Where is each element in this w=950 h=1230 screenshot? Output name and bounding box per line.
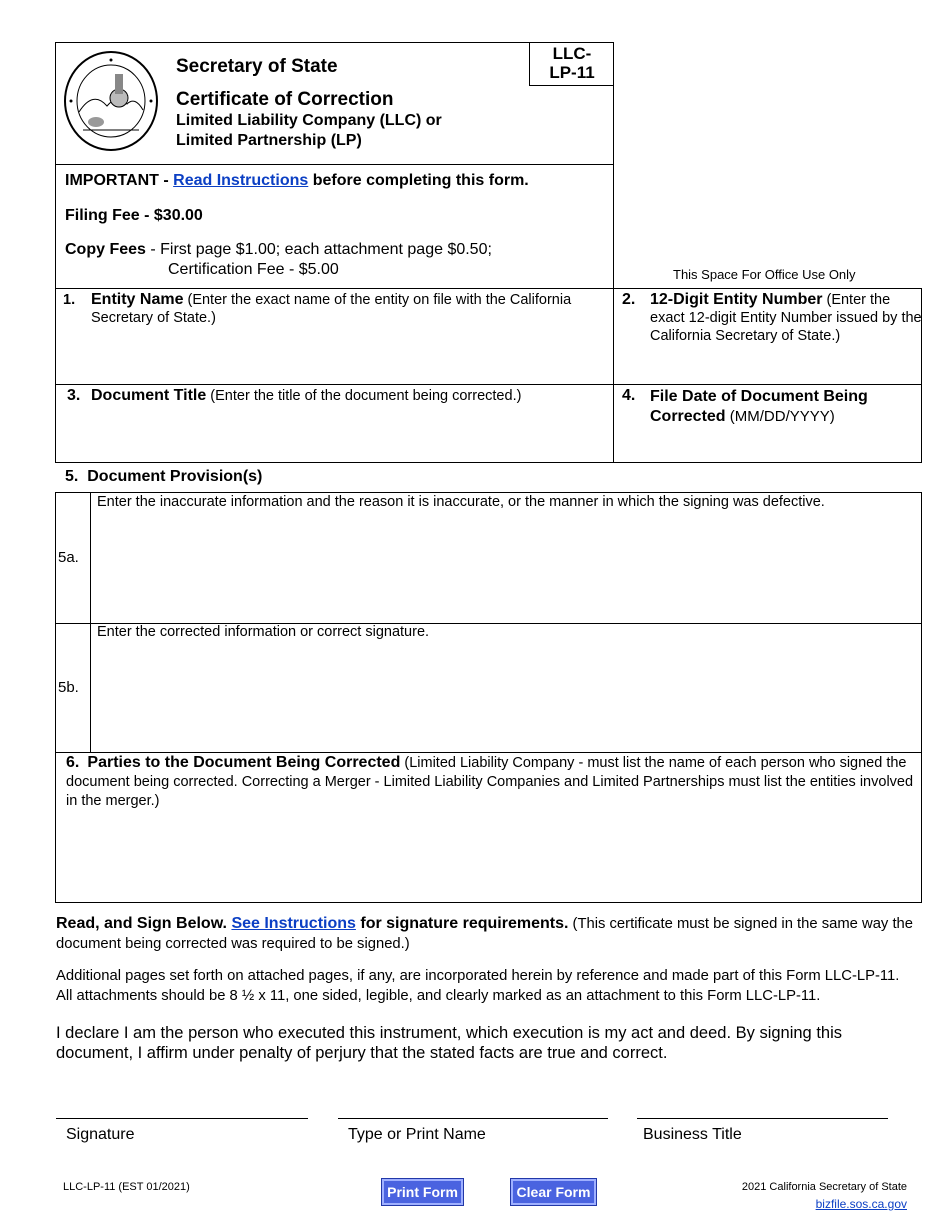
- provision-5a-input[interactable]: [96, 515, 918, 619]
- section-2-desc: (Enter the exact 12-digit Entity Number issued by the California Secretary of State.): [650, 292, 922, 344]
- document-title-heading: [91, 387, 611, 405]
- section-1-title: Entity Name: [91, 291, 184, 308]
- filing-fee: [65, 207, 203, 225]
- business-title-input[interactable]: [637, 1092, 888, 1116]
- copyright: 2021 California Secretary of State: [741, 1181, 907, 1193]
- provision-5a-box: [55, 492, 922, 624]
- important-notice: [65, 172, 529, 190]
- sign-prefix: Read, and Sign Below.: [56, 915, 232, 932]
- office-use-label: This Space For Office Use Only: [673, 267, 856, 282]
- section-2-number: 2.: [622, 291, 636, 308]
- california-seal-icon: [63, 50, 159, 152]
- agency-name: Secretary of State: [176, 56, 338, 77]
- provision-5a-instruction: Enter the inaccurate information and the reason it is inaccurate, or the manner in which the signing was defective.: [97, 494, 825, 510]
- form-title: Certificate of Correction: [176, 89, 394, 110]
- signature-label: Signature: [66, 1126, 135, 1143]
- file-date-box: [613, 384, 922, 463]
- section-1-number: 1.: [63, 292, 76, 308]
- certification-fee: Certification Fee - $5.00: [168, 261, 339, 278]
- see-instructions-link[interactable]: See Instructions: [231, 915, 356, 932]
- section-6-number: 6.: [66, 754, 80, 771]
- section-3-title: Document Title: [91, 387, 207, 404]
- important-prefix: IMPORTANT -: [65, 172, 174, 189]
- entity-number-box: [613, 288, 922, 385]
- form-id: LLC-LP-11 (EST 01/2021): [63, 1181, 190, 1193]
- filing-fee-value: - $30.00: [139, 207, 203, 224]
- sign-instructions: [56, 914, 916, 954]
- copy-fees-label: Copy Fees: [65, 241, 146, 258]
- declaration-statement: I declare I am the person who executed this instrument, which execution is my act and deed. By signing this document, I affirm under penalty of perjury that the stated facts are true and correct.: [56, 1024, 842, 1062]
- business-title-line: [637, 1118, 888, 1119]
- section-3-desc: (Enter the title of the document being corrected.): [206, 388, 522, 404]
- filing-fee-label: Filing Fee: [65, 207, 140, 224]
- section-4-number: 4.: [622, 387, 636, 404]
- print-name-line: [338, 1118, 608, 1119]
- section-4-desc: (MM/DD/YYYY): [725, 408, 835, 425]
- section-4-title: File Date of Document Being Corrected: [650, 388, 868, 425]
- entity-name-heading: [91, 291, 611, 327]
- provision-5b-input[interactable]: [96, 646, 918, 748]
- parties-box: [55, 752, 922, 903]
- section-3-number: 3.: [67, 387, 81, 404]
- form-code: LLC- LP-11: [529, 42, 614, 86]
- copy-fees: [65, 241, 492, 259]
- file-date-heading: [650, 387, 910, 427]
- provision-5a-label: 5a.: [58, 549, 79, 566]
- print-name-input[interactable]: [338, 1092, 608, 1116]
- document-title-input[interactable]: [62, 415, 607, 457]
- entity-name-input[interactable]: [62, 333, 607, 379]
- form-subtitle-line-1: Limited Liability Company (LLC) or: [176, 112, 442, 129]
- section-6-title: Parties to the Document Being Corrected: [87, 754, 401, 771]
- signature-input[interactable]: [56, 1092, 308, 1116]
- business-title-label: Business Title: [643, 1126, 742, 1143]
- entity-number-input[interactable]: [620, 349, 916, 381]
- website-link[interactable]: bizfile.sos.ca.gov: [815, 1197, 907, 1211]
- important-suffix: before completing this form.: [308, 172, 529, 189]
- entity-name-box: [55, 288, 614, 385]
- sign-note: (This certificate must be signed in the same way the document being corrected was required to be signed.): [56, 916, 914, 952]
- section-1-desc: (Enter the exact name of the entity on file with the California Secretary of State.): [91, 292, 572, 326]
- sign-bold-suffix: for signature requirements.: [355, 915, 569, 932]
- section-6-desc: (Limited Liability Company - must list the name of each person who signed the document being corrected. Correcting a Merger - Limited Liability Companies and Limited Partnerships must list the entities involved in the merger.): [66, 755, 914, 809]
- parties-heading: [66, 753, 918, 811]
- provision-5b-label: 5b.: [58, 679, 79, 696]
- parties-input[interactable]: [64, 815, 916, 897]
- signature-line: [56, 1118, 308, 1119]
- form-subtitle-line-2: Limited Partnership (LP): [176, 132, 362, 149]
- print-form-button[interactable]: Print Form: [382, 1179, 463, 1205]
- read-instructions-link[interactable]: Read Instructions: [173, 172, 309, 189]
- entity-number-heading: [650, 291, 922, 345]
- provision-5b-box: [55, 623, 922, 753]
- copy-fees-value: - First page $1.00; each attachment page $0.50;: [145, 241, 492, 258]
- print-name-label: Type or Print Name: [348, 1126, 486, 1143]
- file-date-input[interactable]: [620, 431, 916, 459]
- clear-form-button[interactable]: Clear Form: [511, 1179, 596, 1205]
- attachments-statement: Additional pages set forth on attached pages, if any, are incorporated herein by reference and made part of this Form LLC-LP-11. All attachments should be 8 ½ x 11, one sided, legible, and clearly marked as an attachment to this Form LLC-LP-11.: [56, 968, 900, 1004]
- provision-5b-instruction: Enter the corrected information or correct signature.: [97, 624, 430, 640]
- document-title-box: [55, 384, 614, 463]
- section-2-title: 12-Digit Entity Number: [650, 291, 823, 308]
- section-5-heading: 5. Document Provision(s): [65, 468, 263, 485]
